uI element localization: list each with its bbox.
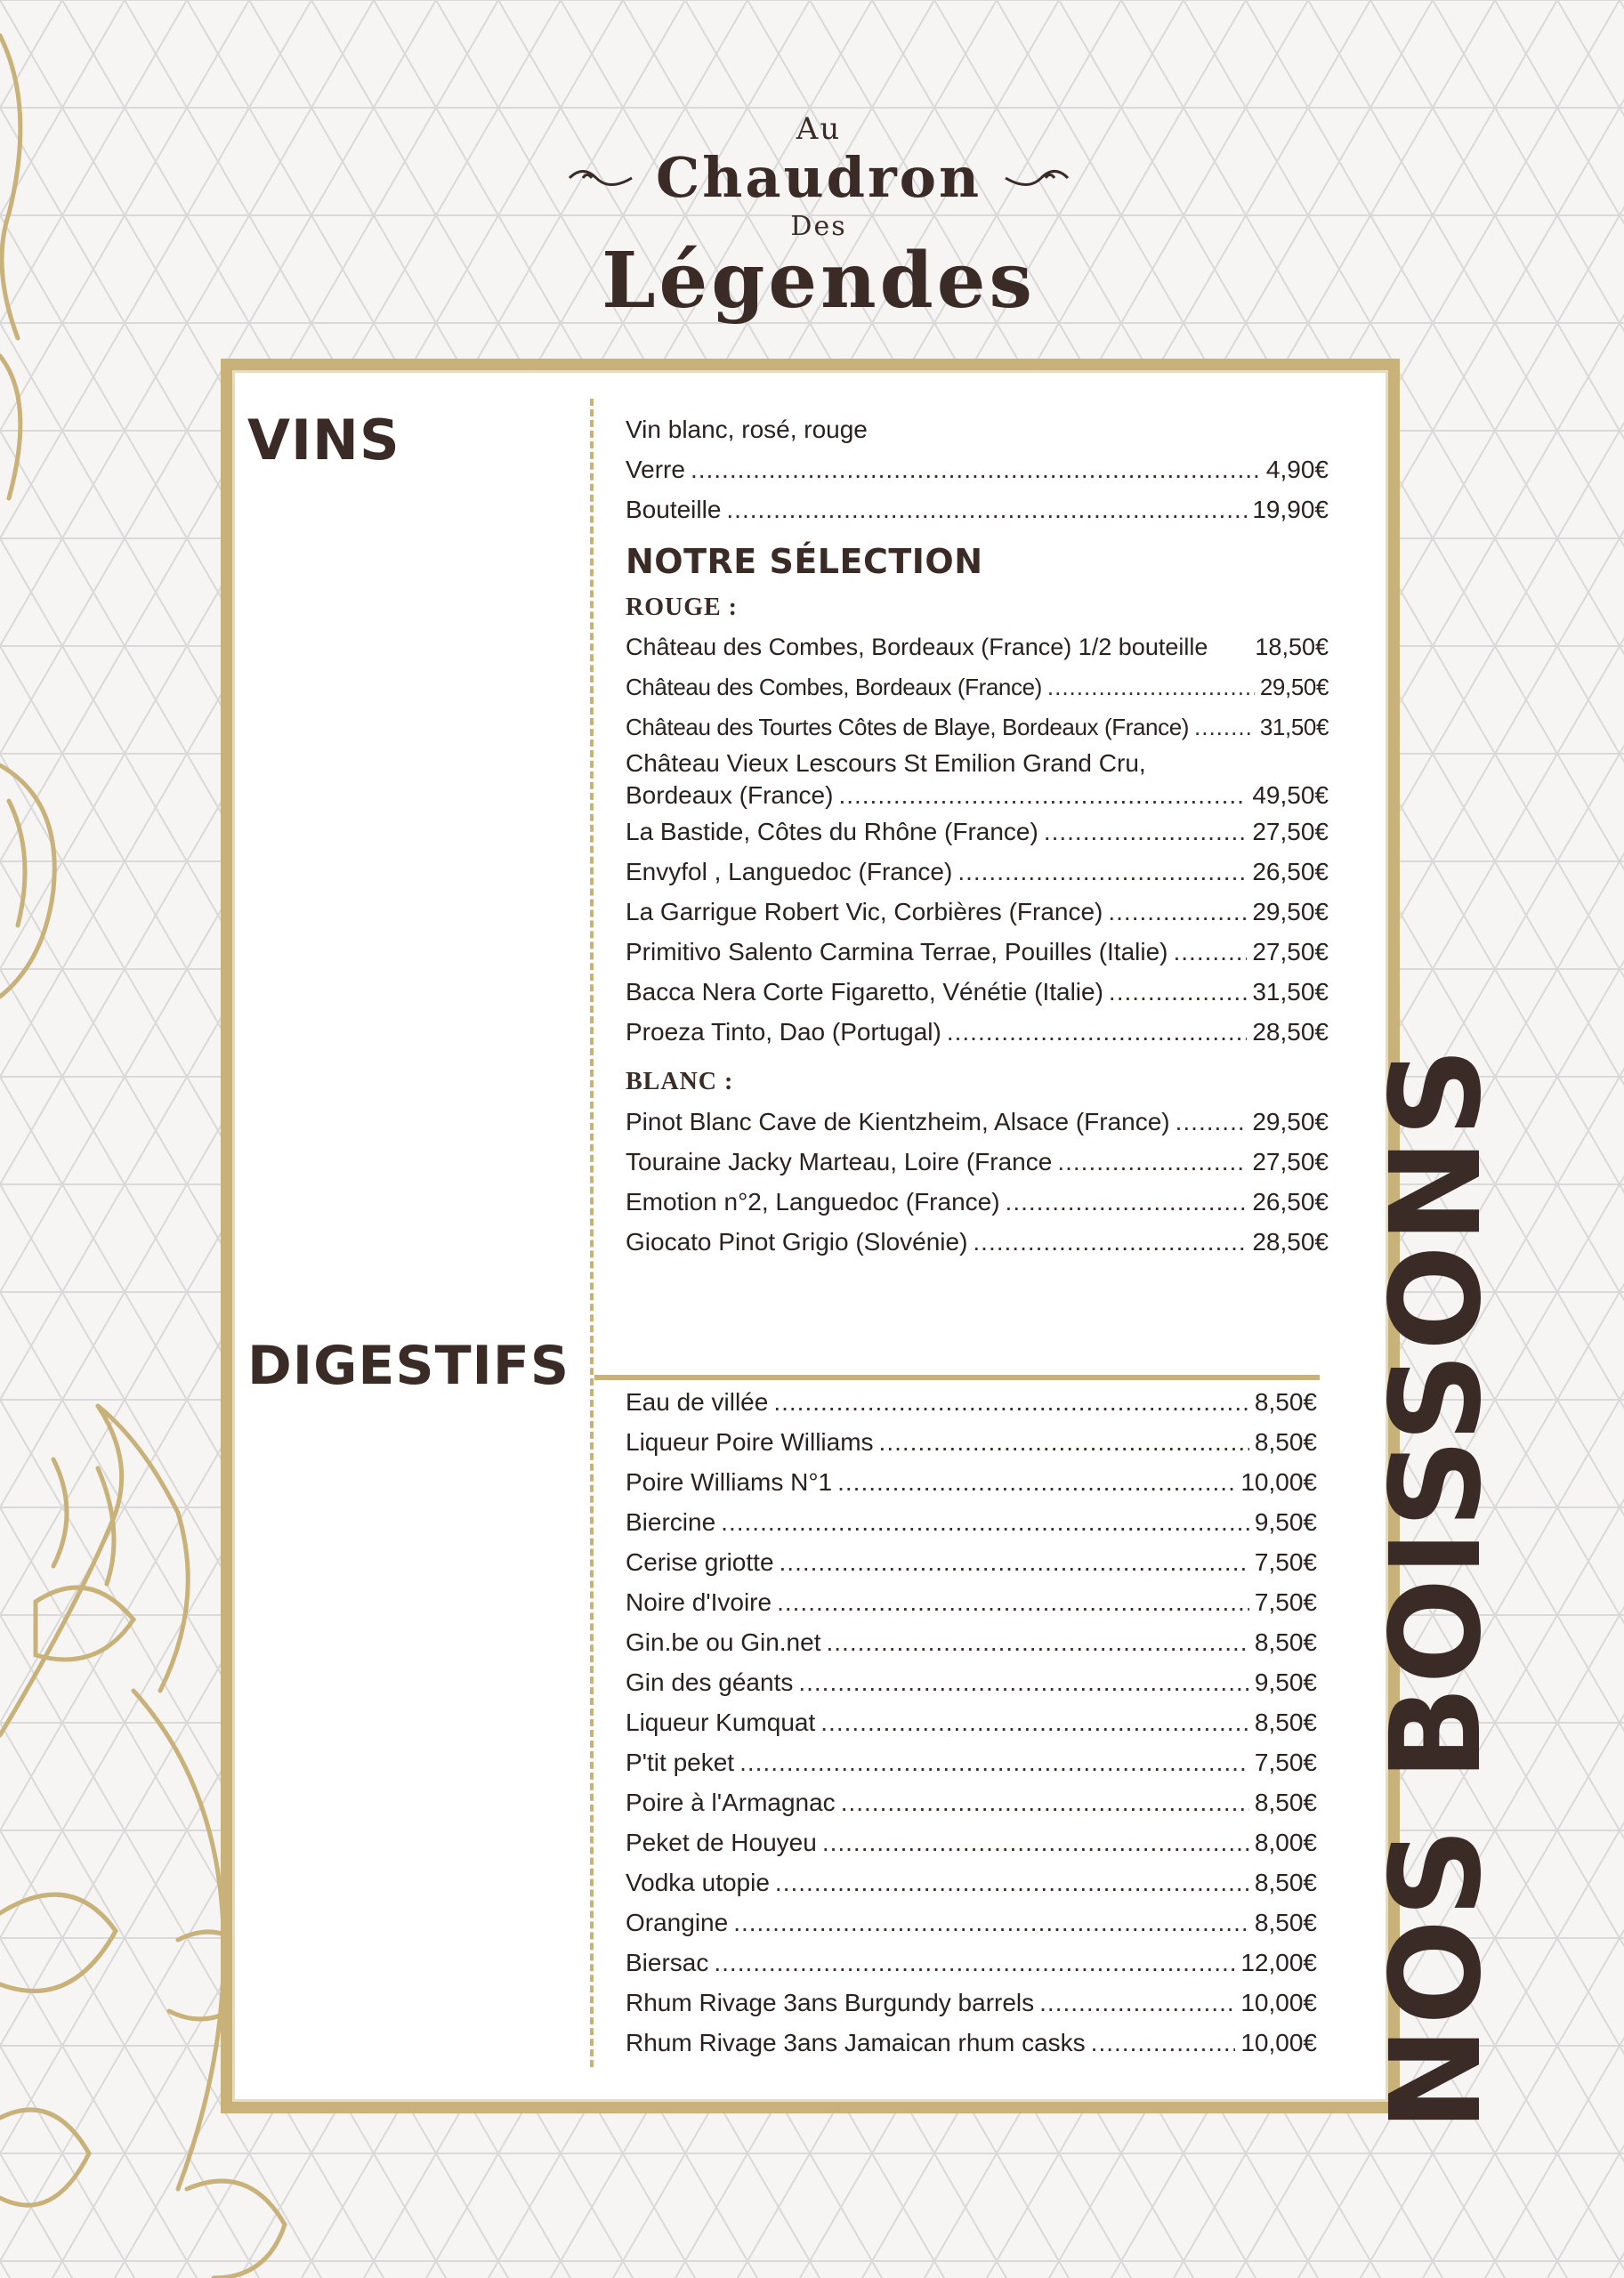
item-name: Primitivo Salento Carmina Terrae, Pouilles (Italie) <box>626 938 1168 965</box>
item-price: 28,50€ <box>1252 1018 1329 1046</box>
wine-row-multiline <box>626 747 1329 812</box>
menu-row <box>626 1622 1317 1662</box>
nos-boissons-title: NOS BOISSONS <box>1364 1046 1509 2131</box>
menu-row <box>626 1943 1317 1983</box>
item-name: Orangine <box>626 1909 729 1936</box>
menu-row <box>626 1142 1329 1182</box>
item-name: Gin.be ou Gin.net <box>626 1628 821 1656</box>
item-name: Eau de villée <box>626 1388 769 1416</box>
logo-line-chaudron: Chaudron <box>655 145 982 210</box>
logo-line-legendes: Légendes <box>602 236 1036 326</box>
vertical-divider <box>590 399 594 2067</box>
item-price: 4,90€ <box>1265 456 1329 483</box>
item-name: Proeza Tinto, Dao (Portugal) <box>626 1018 941 1046</box>
item-name: Noire d'Ivoire <box>626 1588 772 1616</box>
dot-leader <box>841 1782 1249 1822</box>
item-name: Biercine <box>626 1508 716 1536</box>
menu-row <box>626 932 1329 972</box>
menu-row <box>626 1742 1317 1782</box>
item-price: 7,50€ <box>1254 1588 1317 1616</box>
vins-title: VINS <box>247 408 400 473</box>
menu-row <box>626 1012 1329 1052</box>
dot-leader <box>1006 1182 1248 1222</box>
vins-intro: Vin blanc, rosé, rouge <box>626 416 868 443</box>
dot-leader <box>714 1943 1235 1983</box>
dot-leader <box>775 1862 1249 1902</box>
item-price: 28,50€ <box>1252 1228 1329 1256</box>
menu-row <box>626 1422 1317 1462</box>
menu-row <box>626 1862 1317 1902</box>
item-name: Verre <box>626 456 685 483</box>
item-price: 27,50€ <box>1252 1148 1329 1175</box>
item-name: Liqueur Poire Williams <box>626 1428 874 1456</box>
item-price: 8,50€ <box>1254 1428 1317 1456</box>
wine-price: 18,50€ <box>1255 634 1329 660</box>
item-price: 19,90€ <box>1252 496 1329 523</box>
item-name: Liqueur Kumquat <box>626 1708 816 1736</box>
item-price: 9,50€ <box>1254 1508 1317 1536</box>
item-price: 26,50€ <box>1252 1188 1329 1216</box>
logo-line-au: Au <box>796 111 842 147</box>
item-name: Rhum Rivage 3ans Burgundy barrels <box>626 1989 1035 2016</box>
item-name: Gin des géants <box>626 1668 794 1696</box>
dot-leader <box>879 1422 1249 1462</box>
menu-row <box>626 489 1329 529</box>
item-name: Pinot Blanc Cave de Kientzheim, Alsace (France) <box>626 1108 1170 1135</box>
dot-leader <box>820 1702 1249 1742</box>
menu-row <box>626 892 1329 932</box>
item-name: Vodka utopie <box>626 1869 770 1896</box>
dot-leader <box>798 1662 1249 1702</box>
dot-leader <box>826 1622 1248 1662</box>
dot-leader <box>721 1502 1249 1542</box>
item-price: 27,50€ <box>1252 938 1329 965</box>
menu-row <box>626 1983 1317 2023</box>
menu-row <box>626 1662 1317 1702</box>
wine-price: 49,50€ <box>1252 781 1329 809</box>
logo-line-des: Des <box>790 211 847 242</box>
menu-row <box>626 812 1329 852</box>
item-price: 8,50€ <box>1254 1909 1317 1936</box>
item-price: 10,00€ <box>1240 2029 1317 2056</box>
item-name: Touraine Jacky Marteau, Loire (France <box>626 1148 1053 1175</box>
digestifs-title: DIGESTIFS <box>247 1335 570 1397</box>
item-name: Cerise griotte <box>626 1548 774 1576</box>
menu-row <box>626 1502 1317 1542</box>
item-price: 7,50€ <box>1254 1749 1317 1776</box>
item-price: 10,00€ <box>1240 1468 1317 1496</box>
dot-leader <box>773 1382 1249 1422</box>
item-price: 26,50€ <box>1252 858 1329 885</box>
item-price: 29,50€ <box>1259 674 1329 700</box>
dot-leader <box>838 780 1247 812</box>
menu-row <box>626 1542 1317 1582</box>
dot-leader <box>1057 1142 1247 1182</box>
item-name: P'tit peket <box>626 1749 735 1776</box>
dot-leader <box>957 852 1247 892</box>
dot-leader <box>947 1012 1248 1052</box>
wine-row <box>626 627 1329 667</box>
item-price: 29,50€ <box>1252 898 1329 925</box>
digestifs-list <box>626 1382 1317 2063</box>
menu-row <box>626 1182 1329 1222</box>
dot-leader <box>1091 2023 1236 2063</box>
menu-row <box>626 2023 1317 2063</box>
menu-row <box>626 972 1329 1012</box>
item-price: 27,50€ <box>1252 818 1329 845</box>
restaurant-logo <box>552 111 1086 326</box>
item-name: Poire Williams N°1 <box>626 1468 833 1496</box>
menu-row <box>626 707 1329 747</box>
item-name: Poire à l'Armagnac <box>626 1789 836 1816</box>
dot-leader <box>726 489 1247 529</box>
dot-leader <box>1176 1102 1248 1142</box>
menu-row <box>626 449 1329 489</box>
item-name: Château des Tourtes Côtes de Blaye, Bordeaux (France) <box>626 714 1190 740</box>
wine-name: Château des Combes, Bordeaux (France) 1/2 bouteille <box>626 634 1208 660</box>
menu-row <box>626 1902 1317 1943</box>
selection-title: NOTRE SÉLECTION <box>626 542 983 581</box>
item-price: 8,50€ <box>1254 1628 1317 1656</box>
item-name: Peket de Houyeu <box>626 1829 817 1856</box>
dot-leader <box>691 449 1261 489</box>
dot-leader <box>1174 932 1248 972</box>
menu-row <box>626 1102 1329 1142</box>
item-name: Emotion n°2, Languedoc (France) <box>626 1188 1000 1216</box>
menu-row <box>626 1382 1317 1422</box>
wine-name-line1: Château Vieux Lescours St Emilion Grand Cru, <box>626 749 1146 777</box>
dot-leader <box>1194 707 1255 747</box>
menu-row <box>626 1462 1317 1502</box>
item-price: 8,50€ <box>1254 1388 1317 1416</box>
dot-leader <box>1039 1983 1235 2023</box>
blanc-label: BLANC : <box>626 1068 734 1095</box>
dot-leader <box>780 1542 1249 1582</box>
vins-list <box>626 409 1329 1262</box>
item-name: Bouteille <box>626 496 722 523</box>
dot-leader <box>973 1222 1247 1262</box>
dot-leader <box>1108 892 1247 932</box>
menu-row <box>626 667 1329 707</box>
item-name: Biersac <box>626 1949 709 1976</box>
dot-leader <box>1109 972 1247 1012</box>
dot-leader <box>837 1462 1235 1502</box>
menu-row <box>626 1702 1317 1742</box>
dot-leader <box>822 1822 1249 1862</box>
item-price: 9,50€ <box>1254 1668 1317 1696</box>
item-name: Bacca Nera Corte Figaretto, Vénétie (Italie) <box>626 978 1103 1006</box>
item-name: Château des Combes, Bordeaux (France) <box>626 674 1042 700</box>
item-price: 8,00€ <box>1254 1829 1317 1856</box>
dot-leader <box>777 1582 1249 1622</box>
dot-leader <box>1047 667 1255 707</box>
horizontal-divider <box>594 1375 1320 1380</box>
menu-row <box>626 852 1329 892</box>
menu-row <box>626 1822 1317 1862</box>
item-name: La Bastide, Côtes du Rhône (France) <box>626 818 1038 845</box>
menu-row <box>626 1222 1329 1262</box>
item-name: Giocato Pinot Grigio (Slovénie) <box>626 1228 968 1256</box>
dot-leader <box>1044 812 1248 852</box>
item-name: Envyfol , Languedoc (France) <box>626 858 953 885</box>
menu-row <box>626 1782 1317 1822</box>
item-price: 31,50€ <box>1259 714 1329 740</box>
dot-leader <box>739 1742 1249 1782</box>
item-price: 12,00€ <box>1240 1949 1317 1976</box>
item-price: 8,50€ <box>1254 1869 1317 1896</box>
rouge-label: ROUGE : <box>626 594 738 621</box>
item-price: 29,50€ <box>1252 1108 1329 1135</box>
item-name: La Garrigue Robert Vic, Corbières (France) <box>626 898 1103 925</box>
wine-name-line2: Bordeaux (France) <box>626 781 834 809</box>
item-price: 8,50€ <box>1254 1789 1317 1816</box>
item-price: 8,50€ <box>1254 1708 1317 1736</box>
dot-leader <box>733 1902 1249 1943</box>
item-name: Rhum Rivage 3ans Jamaican rhum casks <box>626 2029 1086 2056</box>
menu-row <box>626 1582 1317 1622</box>
item-price: 7,50€ <box>1254 1548 1317 1576</box>
item-price: 10,00€ <box>1240 1989 1317 2016</box>
item-price: 31,50€ <box>1252 978 1329 1006</box>
